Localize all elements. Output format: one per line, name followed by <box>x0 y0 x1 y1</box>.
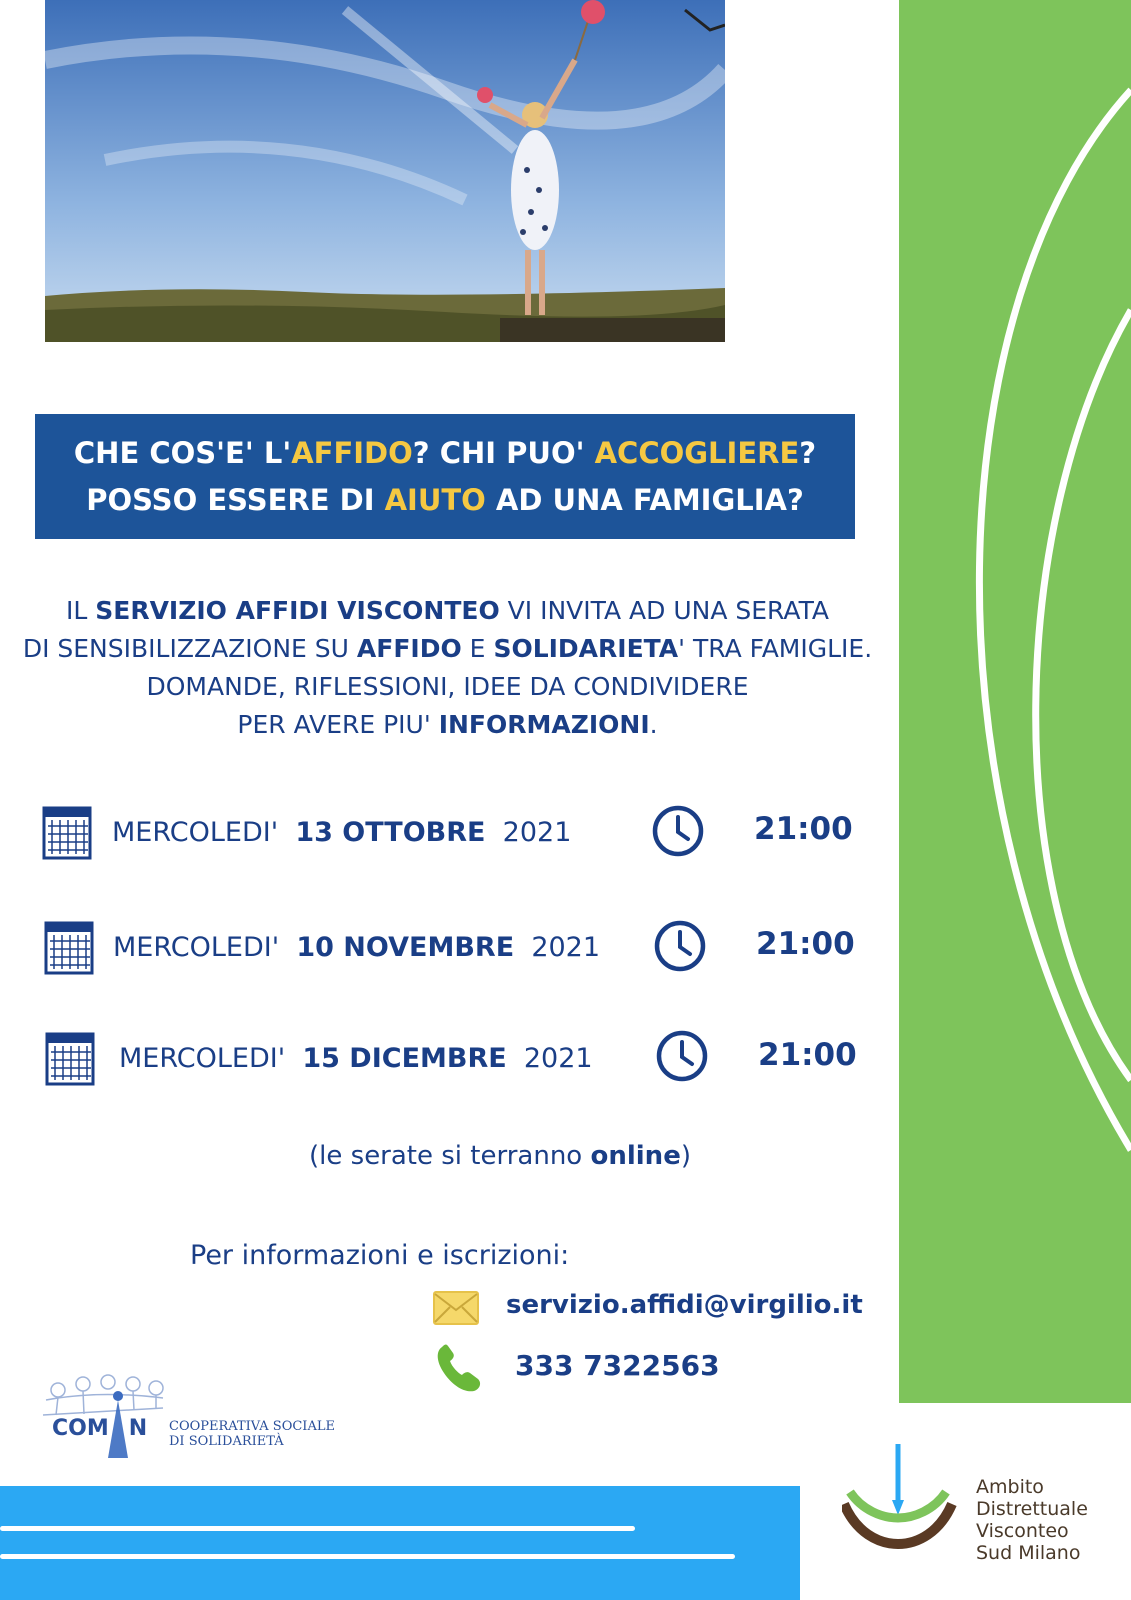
contact-label: Per informazioni e iscrizioni: <box>190 1240 570 1271</box>
event-time: 21:00 <box>756 926 855 962</box>
calendar-icon <box>44 919 96 979</box>
event-time: 21:00 <box>758 1037 857 1073</box>
intro-paragraph <box>0 592 895 744</box>
event-date: MERCOLEDI' 13 OTTOBRE 2021 <box>112 817 572 848</box>
footer-band <box>0 1486 800 1600</box>
green-side-panel <box>899 0 1131 1403</box>
ambito-logo-text: Ambito Distrettuale Visconteo Sud Milano <box>976 1476 1088 1564</box>
headline-text: AD UNA FAMIGLIA? <box>485 482 804 517</box>
phone-icon <box>434 1343 484 1399</box>
comin-logo-graphic <box>38 1370 168 1460</box>
calendar-icon <box>42 804 94 864</box>
band-line <box>0 1554 735 1559</box>
event-date: MERCOLEDI' 10 NOVEMBRE 2021 <box>113 932 601 963</box>
mail-icon <box>433 1291 479 1329</box>
headline-banner <box>35 414 855 539</box>
headline-text: ? <box>799 435 817 470</box>
comin-logo-name: COM N <box>52 1416 148 1441</box>
headline-highlight: ACCOGLIERE <box>594 435 800 470</box>
headline-line-1 <box>35 430 855 477</box>
intro-line-3: DOMANDE, RIFLESSIONI, IDEE DA CONDIVIDERE <box>146 672 749 701</box>
clock-icon <box>650 803 706 863</box>
clock-icon <box>654 1028 710 1088</box>
headline-highlight: AFFIDO <box>291 435 413 470</box>
event-time: 21:00 <box>754 811 853 847</box>
calendar-icon <box>45 1030 97 1090</box>
intro-line-4: PER AVERE PIU' INFORMAZIONI. <box>237 710 658 739</box>
comin-logo-tagline: COOPERATIVA SOCIALE DI SOLIDARIETÀ <box>169 1419 335 1449</box>
ambito-logo-mark <box>842 1440 972 1554</box>
band-line <box>0 1526 635 1531</box>
clock-icon <box>652 918 708 978</box>
phone-number[interactable]: 333 7322563 <box>515 1349 720 1382</box>
intro-line-2: DI SENSIBILIZZAZIONE SU AFFIDO E SOLIDARIETA' TRA FAMIGLIE. <box>22 634 873 663</box>
event-date: MERCOLEDI' 15 DICEMBRE 2021 <box>119 1043 593 1074</box>
email-link[interactable]: servizio.affidi@virgilio.it <box>506 1290 863 1320</box>
online-note: (le serate si terranno online) <box>309 1141 691 1171</box>
headline-text: POSSO ESSERE DI <box>86 482 385 517</box>
headline-line-2 <box>35 477 855 524</box>
hero-photo <box>45 0 725 342</box>
decorative-curves <box>899 0 1131 1403</box>
headline-text: CHE COS'E' L' <box>73 435 292 470</box>
comin-logo <box>38 1370 338 1460</box>
headline-text: ? CHI PUO' <box>412 435 595 470</box>
intro-line-1: IL SERVIZIO AFFIDI VISCONTEO VI INVITA AD UNA SERATA <box>65 596 829 625</box>
headline-highlight: AIUTO <box>384 482 486 517</box>
